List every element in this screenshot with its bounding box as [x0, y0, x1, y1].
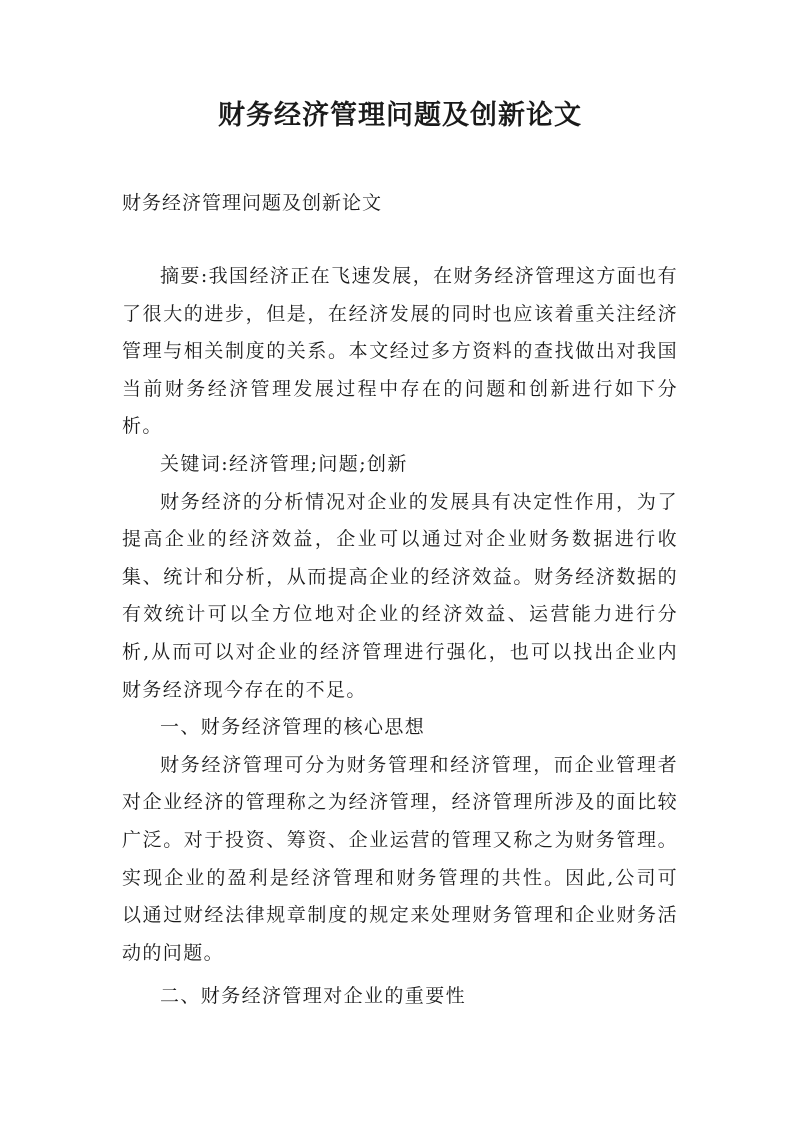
document-subtitle: 财务经济管理问题及创新论文: [122, 192, 383, 214]
document-title: 财务经济管理问题及创新论文: [218, 100, 582, 131]
section1-paragraph: 财务经济管理可分为财务管理和经济管理，而企业管理者对企业经济的管理称之为经济管理，经济管理所涉及的面比较广泛。对于投资、筹资、企业运营的管理又称之为财务管理。实现企业的盈利是经济管理和财务管理的共性。因此,公司可以通过财经法律规章制度的规定来处理财务管理和企业财务活动的问题。: [122, 753, 678, 964]
keywords-paragraph: 关键词:经济管理;问题;创新: [160, 452, 408, 475]
document-body: [122, 258, 678, 1016]
section2-heading: 二、财务经济管理对企业的重要性: [160, 985, 467, 1008]
section1-heading: 一、财务经济管理的核心思想: [160, 716, 426, 739]
intro-paragraph: 财务经济的分析情况对企业的发展具有决定性作用，为了提高企业的经济效益，企业可以通过对企业财务数据进行收集、统计和分析，从而提高企业的经济效益。财务经济数据的有效统计可以全方位地对企业的经济效益、运营能力进行分析,从而可以对企业的经济管理进行强化，也可以找出企业内财务经济现今存在的不足。: [122, 490, 678, 701]
abstract-paragraph: 摘要:我国经济正在飞速发展，在财务经济管理这方面也有了很大的进步，但是，在经济发展的同时也应该着重关注经济管理与相关制度的关系。本文经过多方资料的查找做出对我国当前财务经济管理发展过程中存在的问题和创新进行如下分析。: [122, 265, 678, 438]
